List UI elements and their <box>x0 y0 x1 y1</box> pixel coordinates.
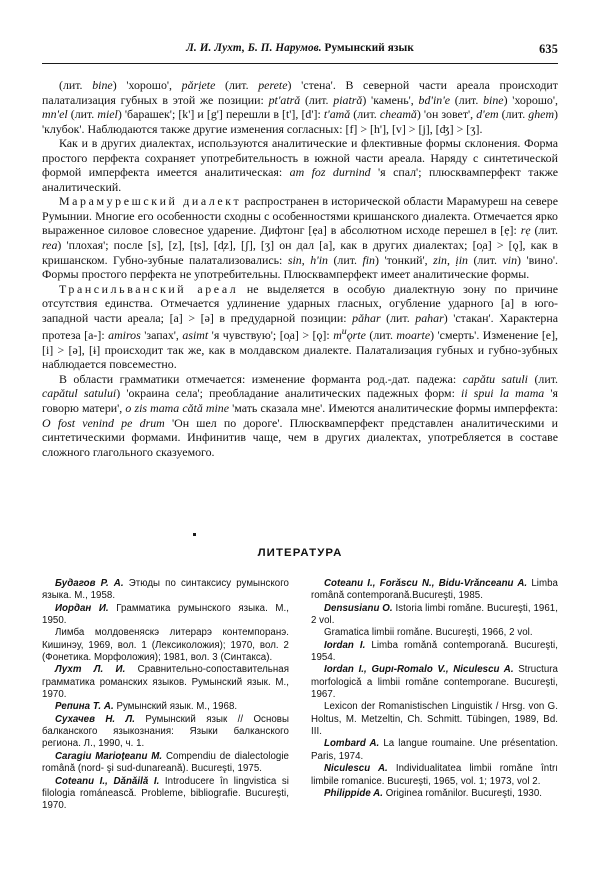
section-break-dot <box>193 533 196 536</box>
bibliography-entry <box>42 664 289 701</box>
bibliography-entry <box>42 701 289 713</box>
page-number: 635 <box>539 42 558 56</box>
bibliography-entry <box>42 627 289 664</box>
entry-text: La langue roumaine. Une présentation. Paris, 1974. <box>311 738 558 762</box>
bibliography-entry <box>311 738 558 763</box>
entry-text: Introducere în lingvistica si filologia románeascǎ. Probleme, bibliografie. Bucureşti, 1970. <box>42 775 290 812</box>
bibliography-entry <box>42 578 289 603</box>
entry-text: Сравнительно-сопоставительная грамматика романских языков. Румынский язык. М., 1970. <box>42 664 289 701</box>
entry-author: Niculescu A. <box>324 763 388 775</box>
entry-author: Репина Т. А. <box>55 701 114 713</box>
entry-author: Будагов Р. А. <box>55 578 124 589</box>
bibliography-entry <box>42 714 289 751</box>
entry-author: Lombard A. <box>324 738 380 750</box>
entry-author: Лухт Л. И. <box>55 664 126 676</box>
entry-text: Румынский язык. М., 1968. <box>113 701 238 713</box>
bibliography-entry <box>311 763 558 788</box>
bibliography-entry <box>311 664 558 701</box>
entry-author: Сухачев Н. Л. <box>55 713 135 725</box>
body-text <box>42 78 558 459</box>
bibliography-entry <box>42 776 289 813</box>
entry-text: Limba romǎnǎ contemporanǎ. Bucureşti, 1954. <box>311 639 558 664</box>
header-rule <box>42 63 558 64</box>
body-paragraph: Трансильванский ареал не выделяется в особую диалектную зону по причине отсутствия единства. Отмечается удлинение ударных гласных, огубление ударного [a] в юго-западной части ареала; [a] > [ə] в предударной позиции: pǎhar (лит. pahar) 'стакан'. Характерна протеза [a-]: amiros 'запах', asimt 'я чувствую'; [o̦a] > [ǫ]: $m^uǫrte$ (лит. moarte) 'смерть'. Изменение [e], [i] > [ə], [ɨ] происходит так же, как в молдавском диалекте. Палатализация губных и губно-зубных наблюдается повсеместно. <box>42 281 559 372</box>
bibliography-entry <box>311 788 558 800</box>
entry-author: Иордан И. <box>55 602 109 614</box>
bibliography-entry <box>311 701 558 738</box>
entry-text: Limba română contemporană.Bucureşti, 1985. <box>311 578 558 602</box>
entry-author: Philippide A. <box>324 787 383 799</box>
bibliography-column-left <box>42 578 289 813</box>
entry-text: Gramatica limbii romǎne. Bucureşti, 1966, 2 vol. <box>324 627 533 639</box>
entry-text: Этюды по синтаксису румынского языка. М., 1958. <box>42 578 289 602</box>
bibliography-entry <box>311 603 558 628</box>
bibliography-entry <box>42 751 289 776</box>
entry-text: Structura morfologicǎ a limbii romǎne contemporane. Bucureşti, 1967. <box>311 664 558 701</box>
entry-author: Iordan I. <box>324 639 366 651</box>
body-paragraph: В области грамматики отмечается: изменение форманта род.-дат. падежа: capǎtu satuli (лит. capǎtul satului) 'окраина села'; преобладание аналитических падежных форм: ii spui la mama 'я говорю матери', o zis mama cǎtǎ mine 'мать сказала мне'. Имеются аналитические формы имперфекта: O fost venind pe drum 'Он шел по дороге'. Плюсквамперфект представлен аналитическими и синтетическими формами. Инфинитив чаще, чем в других диалектах, употребляется в составе сложного глагольного сказуемого. <box>42 371 559 459</box>
entry-text: Individualitatea limbii romǎne întrı limbile romanice. Bucureşti, 1965, vol. 1; 1973, vol 2. <box>311 763 558 787</box>
entry-text: Originea romǎnilor. Bucureşti, 1930. <box>382 787 543 799</box>
body-paragraph: Марамурешский диалект распространен в исторической области Марамуреш на севере Румынии. Многие его особенности сходны с особенностями кришанского диалекта. Отмечается ярко выраженное силовое словесное ударение. Дифтонг [ẹa] в абсолютном исходе перешел в [ẹ]: rẹ (лит. rea) 'плохая'; после [s], [z], [țs], [d̦z], [ʃ], [ʒ] он дал [a], как в других диалектах; [o̦a] > [ǫ], как в кришанском. Губно-зубные палатализовались: sin, h'in (лит. fin) 'тонкий', zin, ịin (лит. vin) 'вино'. Формы простого перфекта не употребительны. Плюсквамперфект имеет аналитические формы. <box>42 194 559 282</box>
entry-text: Румынский язык // Основы балканского языкознания: Языки балканского региона. Л., 1990, ч. 1. <box>42 713 289 750</box>
running-head <box>42 42 558 60</box>
bibliography-heading: ЛИТЕРАТУРА <box>257 547 343 559</box>
body-paragraph: Как и в других диалектах, используются аналитические и флективные формы склонения. Форма простого перфекта сохраняет употребительность в южной части ареала. Наряду с синтетической формой имперфекта имеется аналитическая: am foz durnind 'я спал'; плюсквамперфект также аналитический. <box>42 136 558 194</box>
entry-text: Лимба молдовеняскэ литерарэ контемпоранэ. Кишинэу, 1969, вол. 1 (Лексиколожия); 1970, вол. 2 (Фонетика. Морфоложия); 1981, вол. 3 (Синтакса). <box>42 627 289 664</box>
entry-author: Coteanu I., Forǎscu N., Bidu-Vrǎnceanu A. <box>324 578 528 589</box>
bibliography-entry <box>311 578 558 603</box>
running-head-title: Румынский язык <box>321 42 414 54</box>
entry-text: Compendiu de dialectologie română (nord- şi sud-dunareană). Bucureşti, 1975. <box>42 750 289 775</box>
running-head-authors: Л. И. Лухт, Б. П. Нарумов. <box>186 42 322 54</box>
entry-author: Caragiu Marioțeanu M. <box>55 750 163 762</box>
entry-text: Грамматика румынского языка. М., 1950. <box>42 602 289 627</box>
entry-text: Lexicon der Romanistischen Linguistik / Hrsg. von G. Holtus, M. Metzeltin, Ch. Schmitt. Tübingen, 1989, Bd. III. <box>311 701 558 738</box>
body-paragraph: (лит. bine) 'хорошо', pǎrịete (лит. perete) 'стена'. В северной части ареала происходит палатализация губных в этой же позиции: pt'atrǎ (лит. piatrǎ) 'камень', bd'in'e (лит. bine) 'хорошо', mn'el (лит. miel) 'барашек'; [k'] и [g'] перешли в [t'], [d']: t'amǎ (лит. cheamǎ) 'он зовет', d'em (лит. ghem) 'клубок'. Наблюдаются также другие изменения согласных: [f] > [h'], [v] > [j], [ʤ] > [ʒ]. <box>42 78 559 136</box>
bibliography-column-right <box>311 578 558 813</box>
bibliography <box>42 578 558 813</box>
bibliography-entry <box>311 640 558 665</box>
bibliography-entry <box>311 627 558 639</box>
bibliography-entry <box>42 603 289 628</box>
entry-author: Iordan I., Gupı-Romalo V., Niculescu A. <box>324 664 514 676</box>
entry-author: Coteanu I., Dǎnǎilǎ I. <box>55 775 160 787</box>
entry-text: Istoria limbi romǎne. Bucureşti, 1961, 2 vol. <box>311 602 558 627</box>
entry-author: Densusianu O. <box>324 602 393 614</box>
